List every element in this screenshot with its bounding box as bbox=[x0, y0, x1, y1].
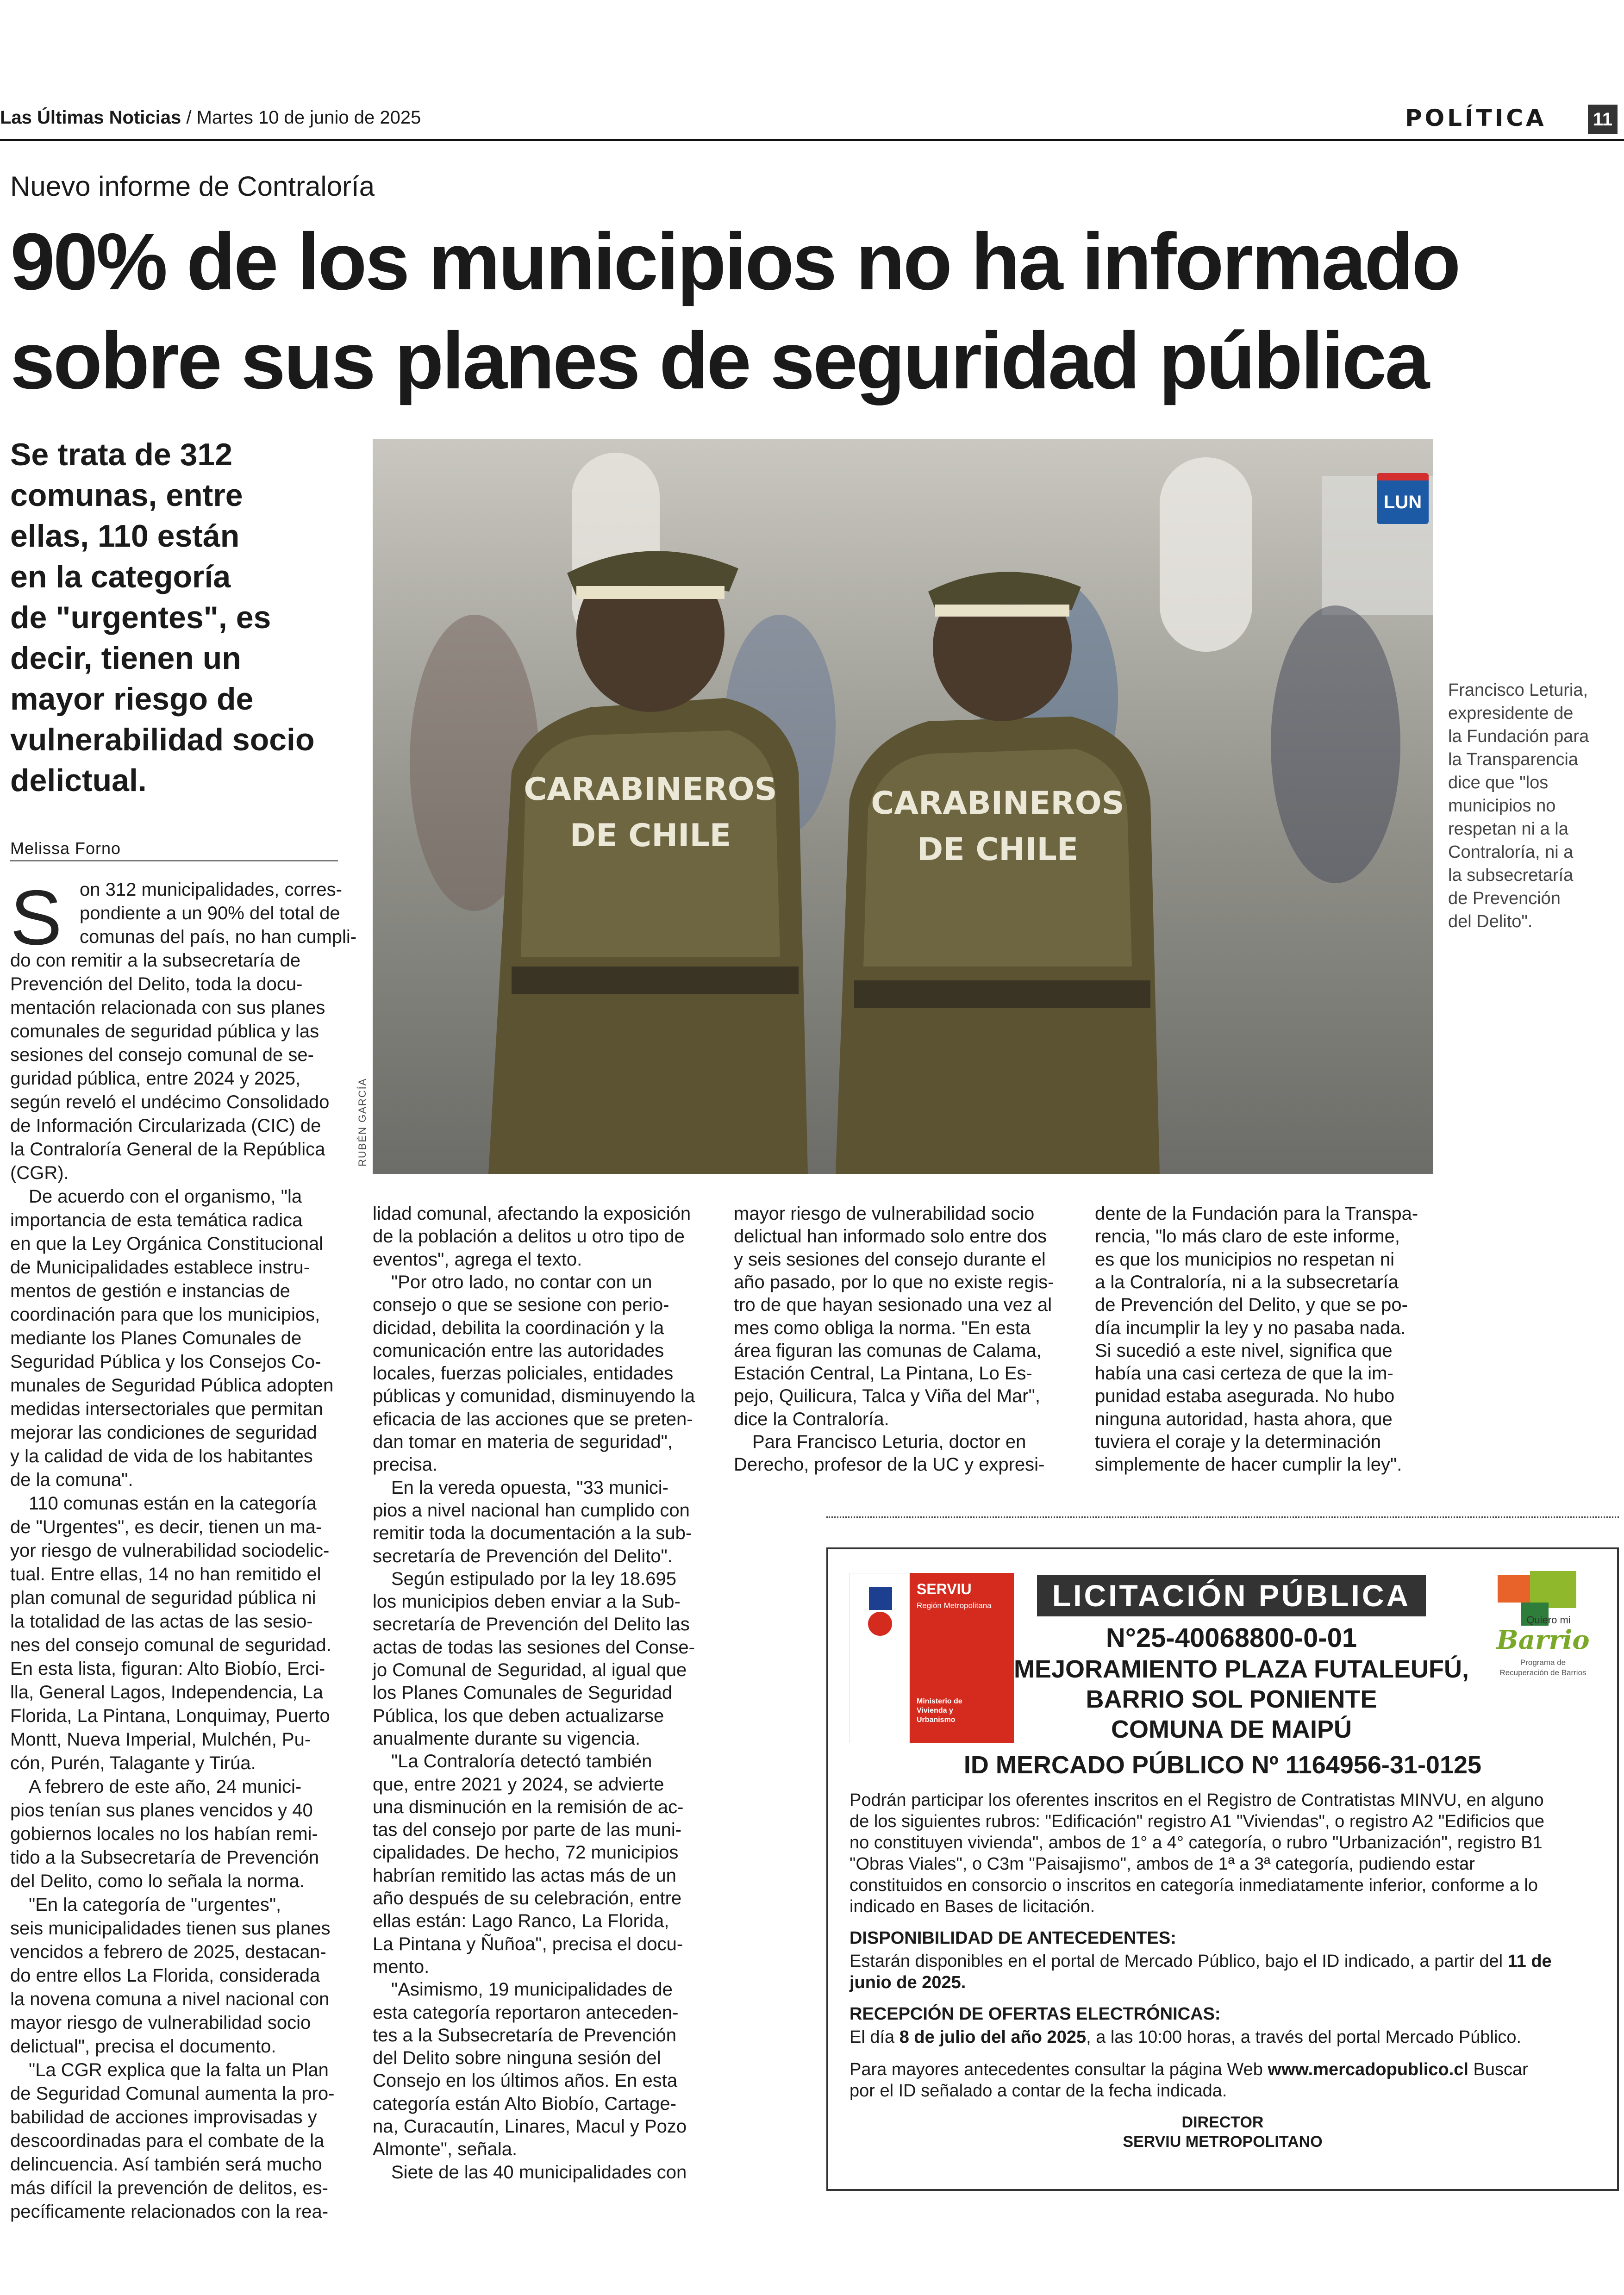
ministry-line-1: Ministerio de bbox=[917, 1697, 962, 1705]
article-line: vencidos a febrero de 2025, destacan- bbox=[10, 1942, 326, 1962]
barrio-logo-graphic bbox=[1493, 1570, 1593, 1686]
article-line: más difícil la prevención de delitos, es- bbox=[10, 2178, 328, 2198]
article-line: los Planes Comunales de Seguridad bbox=[373, 1683, 673, 1703]
caption-line: la Transparencia bbox=[1448, 750, 1578, 769]
availability-heading: DISPONIBILIDAD DE ANTECEDENTES: bbox=[849, 1928, 1176, 1948]
article-line: lidad comunal, afectando la exposición bbox=[373, 1204, 691, 1224]
article-line: ninguna autoridad, hasta ahora, que bbox=[1095, 1409, 1393, 1429]
deck-line: en la categoría bbox=[10, 559, 231, 594]
article-line: punidad estaba asegurada. No hubo bbox=[1095, 1386, 1395, 1406]
deck-line: ellas, 110 están bbox=[10, 518, 240, 554]
article-line: remitir toda la documentación a la sub- bbox=[373, 1523, 692, 1543]
article-line: en que la Ley Orgánica Constitucional bbox=[10, 1234, 323, 1254]
ministry-line-2: Vivienda y bbox=[917, 1707, 953, 1715]
newspaper-dateline bbox=[0, 107, 421, 128]
article-line: pios a nivel nacional han cumplido con bbox=[373, 1500, 690, 1521]
photo-illustration bbox=[373, 439, 1433, 1174]
article-line: día incumplir la ley y no pasaba nada. bbox=[1095, 1318, 1406, 1338]
article-line: tido a la Subsecretaría de Prevención bbox=[10, 1847, 319, 1868]
article-line: nes del consejo comunal de seguridad. bbox=[10, 1635, 331, 1655]
article-line: tro de que hayan sesionado una vez al bbox=[734, 1295, 1052, 1315]
article-line: mejorar las condiciones de seguridad bbox=[10, 1422, 317, 1443]
article-line: "La Contraloría detectó también bbox=[391, 1751, 652, 1771]
article-line: del Delito sobre ninguna sesión del bbox=[373, 2048, 661, 2068]
caption-line: la subsecretaría bbox=[1448, 866, 1574, 885]
project-line-2: BARRIO SOL PONIENTE bbox=[1086, 1685, 1377, 1713]
article-line: que, entre 2021 y 2024, se advierte bbox=[373, 1774, 664, 1795]
article-line: cipalidades. De hecho, 72 municipios bbox=[373, 1842, 679, 1863]
article-line: de Prevención del Delito, y que se po- bbox=[1095, 1295, 1408, 1315]
participants-line: de los siguientes rubros: "Edificación" registro A1 "Viviendas", o registro A2 "Edificios que bbox=[849, 1812, 1544, 1831]
article-line: comunicación entre las autoridades bbox=[373, 1341, 664, 1361]
reception-date: 8 de julio del año 2025 bbox=[899, 2027, 1087, 2047]
article-line: medidas intersectoriales que permitan bbox=[10, 1399, 323, 1419]
caption-line: del Delito". bbox=[1448, 912, 1533, 931]
deck-line: comunas, entre bbox=[10, 478, 243, 513]
header-rule bbox=[0, 139, 1624, 141]
article-line: pejo, Quilicura, Talca y Viña del Mar", bbox=[734, 1386, 1040, 1406]
article-line: tuviera el coraje y la determinación bbox=[1095, 1432, 1381, 1452]
article-line: de "Urgentes", es decir, tienen un ma- bbox=[10, 1517, 322, 1537]
article-line: Para Francisco Leturia, doctor en bbox=[752, 1432, 1026, 1452]
article-line: eficacia de las acciones que se preten- bbox=[373, 1409, 693, 1429]
article-line: plan comunal de seguridad pública ni bbox=[10, 1588, 316, 1608]
deck-line: mayor riesgo de bbox=[10, 681, 254, 717]
article-line: esta categoría reportaron anteceden- bbox=[373, 2002, 679, 2023]
article-line: 110 comunas están en la categoría bbox=[29, 1493, 317, 1514]
vest-text-left-2: DE CHILE bbox=[569, 817, 731, 854]
article-line: actas de todas las sesiones del Conse- bbox=[373, 1637, 695, 1658]
article-line: sesiones del consejo comunal de se- bbox=[10, 1045, 314, 1065]
availability-text: Estarán disponibles en el portal de Mercado Público, bajo el ID indicado, a partir del bbox=[849, 1952, 1508, 1971]
article-line: gobiernos locales no los habían remi- bbox=[10, 1824, 318, 1844]
serviu-logo-graphic bbox=[849, 1573, 1014, 1743]
barrio-top: Quiero mi bbox=[1526, 1614, 1571, 1626]
article-line: rencia, "lo más claro de este informe, bbox=[1095, 1226, 1400, 1247]
article-line: importancia de esta temática radica bbox=[10, 1210, 303, 1230]
article-line: dicidad, debilita la coordinación y la bbox=[373, 1318, 664, 1338]
article-line: Prevención del Delito, toda la docu- bbox=[10, 974, 303, 994]
caption-line: de Prevención bbox=[1448, 889, 1561, 908]
section-name: POLÍTICA bbox=[1405, 105, 1547, 131]
article-line: mes como obliga la norma. "En esta bbox=[734, 1318, 1031, 1338]
deck-line: Se trata de 312 bbox=[10, 437, 233, 472]
article-line: mayor riesgo de vulnerabilidad socio bbox=[10, 2013, 311, 2033]
article-line: dente de la Fundación para la Transpa- bbox=[1095, 1204, 1418, 1224]
caption-line: municipios no bbox=[1448, 796, 1556, 816]
mercado-publico-id: ID MERCADO PÚBLICO Nº 1164956-31-0125 bbox=[963, 1751, 1482, 1779]
serviu-logo bbox=[849, 1573, 1014, 1743]
article-line: los municipios deben enviar a la Sub- bbox=[373, 1591, 681, 1612]
reception-heading: RECEPCIÓN DE OFERTAS ELECTRÓNICAS: bbox=[849, 2004, 1221, 2024]
article-line: na, Curacautín, Linares, Macul y Pozo bbox=[373, 2116, 687, 2137]
availability-line bbox=[849, 1951, 1552, 1972]
article-line: mento. bbox=[373, 1957, 430, 1977]
vest-text-right-1: CARABINEROS bbox=[871, 785, 1124, 822]
kicker: Nuevo informe de Contraloría bbox=[10, 171, 375, 202]
vest-text-right-2: DE CHILE bbox=[917, 831, 1079, 868]
drop-cap: S bbox=[10, 874, 62, 961]
article-line: de la población a delitos u otro tipo de bbox=[373, 1226, 685, 1247]
issue-date: Martes 10 de junio de 2025 bbox=[196, 107, 421, 128]
participants-line: no constituyen vivienda", ambos de 1° a 4° categoría, o rubro "Urbanización", registro B1 bbox=[849, 1833, 1543, 1852]
article-line: públicas y comunidad, disminuyendo la bbox=[373, 1386, 695, 1406]
article-line: de Seguridad Comunal aumenta la pro- bbox=[10, 2083, 335, 2104]
article-line: y seis sesiones del consejo durante el bbox=[734, 1249, 1046, 1270]
article-line: Pública, los que deben actualizarse bbox=[373, 1706, 664, 1726]
ad-separator bbox=[826, 1516, 1619, 1518]
article-line: comunales de seguridad pública y las bbox=[10, 1021, 319, 1041]
article-line: lla, General Lagos, Independencia, La bbox=[10, 1682, 324, 1703]
byline-rule bbox=[10, 860, 338, 861]
article-line: on 312 municipalidades, corres- bbox=[80, 879, 342, 900]
article-line: eventos", agrega el texto. bbox=[373, 1249, 582, 1270]
article-line: de Información Circularizada (CIC) de bbox=[10, 1116, 321, 1136]
caption-line: expresidente de bbox=[1448, 704, 1574, 723]
tender-number: N°25-40068800-0-01 bbox=[1106, 1623, 1357, 1653]
article-line: dan tomar en materia de seguridad", bbox=[373, 1432, 673, 1452]
article-line: do entre ellos La Florida, considerada bbox=[10, 1965, 320, 1986]
signature-org: SERVIU METROPOLITANO bbox=[1123, 2133, 1323, 2151]
article-line: habrían remitido las actas más de un bbox=[373, 1865, 676, 1886]
article-line: tas del consejo por parte de las muni- bbox=[373, 1820, 682, 1840]
article-line: tual. Entre ellas, 14 no han remitido el bbox=[10, 1564, 321, 1584]
article-line: delictual han informado solo entre dos bbox=[734, 1226, 1047, 1247]
article-line: de la comuna". bbox=[10, 1470, 133, 1490]
reception-text-c: , a las 10:00 horas, a través del portal Mercado Público. bbox=[1086, 2027, 1522, 2047]
article-line: según reveló el undécimo Consolidado bbox=[10, 1092, 330, 1112]
article-line: En esta lista, figuran: Alto Biobío, Erci- bbox=[10, 1659, 325, 1679]
article-line: la totalidad de las actas de las sesio- bbox=[10, 1611, 313, 1632]
article-line: mayor riesgo de vulnerabilidad socio bbox=[734, 1204, 1035, 1224]
article-line: categoría están Alto Biobío, Cartage- bbox=[373, 2094, 676, 2114]
article-line: Consejo en los últimos años. En esta bbox=[373, 2070, 678, 2091]
article-line: pecíficamente relacionados con la rea- bbox=[10, 2201, 329, 2222]
barrio-sub-1: Programa de bbox=[1520, 1658, 1566, 1667]
article-line: comunas del país, no han cumpli- bbox=[80, 927, 357, 947]
more-info-search: Buscar bbox=[1468, 2060, 1528, 2079]
article-line: Estación Central, La Pintana, Lo Es- bbox=[734, 1363, 1032, 1384]
caption-line: Contraloría, ni a bbox=[1448, 842, 1574, 862]
vest-text-left-1: CARABINEROS bbox=[524, 771, 777, 808]
article-line: "Por otro lado, no contar con un bbox=[391, 1272, 652, 1292]
article-line: y la calidad de vida de los habitantes bbox=[10, 1446, 313, 1466]
article-line: año pasado, por lo que no existe regis- bbox=[734, 1272, 1054, 1292]
headline-line-1: 90% de los municipios no ha informado bbox=[10, 216, 1459, 306]
article-line: En la vereda opuesta, "33 munici- bbox=[391, 1478, 668, 1498]
article-line: de Municipalidades establece instru- bbox=[10, 1257, 310, 1278]
article-line: pondiente a un 90% del total de bbox=[80, 903, 340, 923]
article-line: secretaría de Prevención del Delito las bbox=[373, 1614, 690, 1634]
news-photo bbox=[373, 439, 1433, 1174]
article-line: pios tenían sus planes vencidos y 40 bbox=[10, 1800, 313, 1821]
ministry-line-3: Urbanismo bbox=[917, 1716, 956, 1724]
article-line: guridad pública, entre 2024 y 2025, bbox=[10, 1068, 301, 1089]
barrio-sub-2: Recuperación de Barrios bbox=[1499, 1668, 1587, 1677]
serviu-region: Región Metropolitana bbox=[917, 1601, 992, 1610]
article-line: Montt, Nueva Imperial, Mulchén, Pu- bbox=[10, 1729, 311, 1750]
article-line: "La CGR explica que la falta un Plan bbox=[29, 2060, 329, 2080]
article-line: mediante los Planes Comunales de bbox=[10, 1328, 302, 1348]
deck-line: decir, tienen un bbox=[10, 641, 241, 676]
article-line: delincuencia. Así también será mucho bbox=[10, 2154, 322, 2175]
lun-badge: LUN bbox=[1377, 473, 1429, 524]
article-line: Florida, La Pintana, Lonquimay, Puerto bbox=[10, 1706, 330, 1726]
more-info-line bbox=[849, 2059, 1528, 2080]
article-line: do con remitir a la subsecretaría de bbox=[10, 950, 300, 971]
project-line-3: COMUNA DE MAIPÚ bbox=[1111, 1715, 1352, 1743]
deck-line: vulnerabilidad socio bbox=[10, 722, 315, 757]
article-line: delictual", precisa el documento. bbox=[10, 2036, 276, 2057]
deck-line: de "urgentes", es bbox=[10, 600, 271, 635]
article-line: (CGR). bbox=[10, 1163, 69, 1183]
participants-line: indicado en Bases de licitación. bbox=[849, 1897, 1095, 1916]
page-number: 11 bbox=[1588, 105, 1618, 134]
article-line: simplemente de hacer cumplir la ley". bbox=[1095, 1454, 1402, 1475]
more-info-text: Para mayores antecedentes consultar la página Web bbox=[849, 2060, 1268, 2079]
article-line: "Asimismo, 19 municipalidades de bbox=[391, 1979, 673, 2000]
article-line: De acuerdo con el organismo, "la bbox=[29, 1186, 302, 1207]
article-line: secretaría de Prevención del Delito". bbox=[373, 1546, 673, 1566]
article-line: área figuran las comunas de Calama, bbox=[734, 1341, 1042, 1361]
article-line: del Delito, como lo señala la norma. bbox=[10, 1871, 305, 1891]
project-line-1: MEJORAMIENTO PLAZA FUTALEUFÚ, bbox=[1014, 1655, 1469, 1683]
more-info-line-2: por el ID señalado a contar de la fecha indicada. bbox=[849, 2081, 1227, 2101]
quiero-mi-barrio-logo bbox=[1493, 1570, 1593, 1686]
article-line: una disminución en la remisión de ac- bbox=[373, 1797, 684, 1817]
article-line: Según estipulado por la ley 18.695 bbox=[391, 1569, 677, 1589]
reception-text-a: El día bbox=[849, 2027, 899, 2047]
article-line: locales, fuerzas policiales, entidades bbox=[373, 1363, 674, 1384]
barrio-word: Barrio bbox=[1496, 1625, 1590, 1655]
article-line: la novena comuna a nivel nacional con bbox=[10, 1989, 330, 2009]
article-line: seis municipalidades tienen sus planes bbox=[10, 1918, 331, 1939]
article-line: anualmente durante su vigencia. bbox=[373, 1728, 641, 1749]
headline-line-2: sobre sus planes de seguridad pública bbox=[10, 315, 1428, 405]
participants-line: Podrán participar los oferentes inscritos en el Registro de Contratistas MINVU, en alguno bbox=[849, 1790, 1544, 1810]
article-line: año después de su celebración, entre bbox=[373, 1888, 682, 1908]
article-line: yor riesgo de vulnerabilidad sociodelic- bbox=[10, 1540, 330, 1561]
mercado-publico-link[interactable]: www.mercadopublico.cl bbox=[1268, 2060, 1468, 2079]
article-line: Seguridad Pública y los Consejos Co- bbox=[10, 1352, 321, 1372]
article-line: coordinación para que los municipios, bbox=[10, 1304, 320, 1325]
caption-line: Francisco Leturia, bbox=[1448, 680, 1588, 700]
availability-date: junio de 2025. bbox=[849, 1973, 966, 1992]
article-line: había una casi certeza de que la im- bbox=[1095, 1363, 1393, 1384]
caption-line: respetan ni a la bbox=[1448, 819, 1568, 839]
article-line: mentación relacionada con sus planes bbox=[10, 998, 325, 1018]
availability-date-part: 11 de bbox=[1507, 1952, 1552, 1971]
article-line: precisa. bbox=[373, 1454, 438, 1475]
participants-line: constituidos en consorcio o inscritos en categoría inmediatamente inferior, conforme a lo bbox=[849, 1876, 1538, 1895]
article-line: Si sucedió a este nivel, significa que bbox=[1095, 1341, 1393, 1361]
article-line: La Pintana y Ñuñoa", precisa el docu- bbox=[373, 1934, 683, 1954]
article-line: A febrero de este año, 24 munici- bbox=[29, 1777, 302, 1797]
serviu-name: SERVIU bbox=[917, 1581, 972, 1597]
article-line: a la Contraloría, ni a la subsecretaría bbox=[1095, 1272, 1399, 1292]
caption-line: dice que "los bbox=[1448, 773, 1549, 792]
article-line: descoordinadas para el combate de la bbox=[10, 2131, 325, 2151]
newspaper-name: Las Últimas Noticias bbox=[0, 107, 181, 128]
reception-line bbox=[849, 2027, 1521, 2048]
caption-line: la Fundación para bbox=[1448, 727, 1589, 746]
article-line: dice la Contraloría. bbox=[734, 1409, 889, 1429]
deck-line: delictual. bbox=[10, 763, 147, 798]
article-line: Derecho, profesor de la UC y expresi- bbox=[734, 1454, 1045, 1475]
article-line: la Contraloría General de la República bbox=[10, 1139, 325, 1160]
photo-credit: RUBÉN GARCÍA bbox=[356, 1078, 368, 1166]
article-line: "En la categoría de "urgentes", bbox=[29, 1895, 281, 1915]
article-line: Almonte", señala. bbox=[373, 2139, 518, 2159]
participants-line: "Obras Viales", o C3m "Paisajismo", ambos de 1ª a 3ª categoría, pudiendo estar bbox=[849, 1854, 1475, 1874]
dateline-separator: / bbox=[181, 107, 197, 128]
tender-title: LICITACIÓN PÚBLICA bbox=[1037, 1575, 1426, 1616]
article-line: jo Comunal de Seguridad, al igual que bbox=[373, 1660, 687, 1680]
article-line: consejo o que se sesione con perio- bbox=[373, 1295, 669, 1315]
byline: Melissa Forno bbox=[10, 839, 121, 858]
article-line: tes a la Subsecretaría de Prevención bbox=[373, 2025, 676, 2046]
article-line: ellas están: Lago Ranco, La Florida, bbox=[373, 1911, 669, 1931]
article-line: Siete de las 40 municipalidades con bbox=[391, 2162, 687, 2183]
article-line: munales de Seguridad Pública adopten bbox=[10, 1375, 334, 1396]
article-line: cón, Purén, Talagante y Tirúa. bbox=[10, 1753, 256, 1773]
article-line: babilidad de acciones improvisadas y bbox=[10, 2107, 317, 2127]
signature-title: DIRECTOR bbox=[1181, 2114, 1264, 2131]
article-line: mentos de gestión e instancias de bbox=[10, 1281, 290, 1301]
article-line: es que los municipios no respetan ni bbox=[1095, 1249, 1395, 1270]
